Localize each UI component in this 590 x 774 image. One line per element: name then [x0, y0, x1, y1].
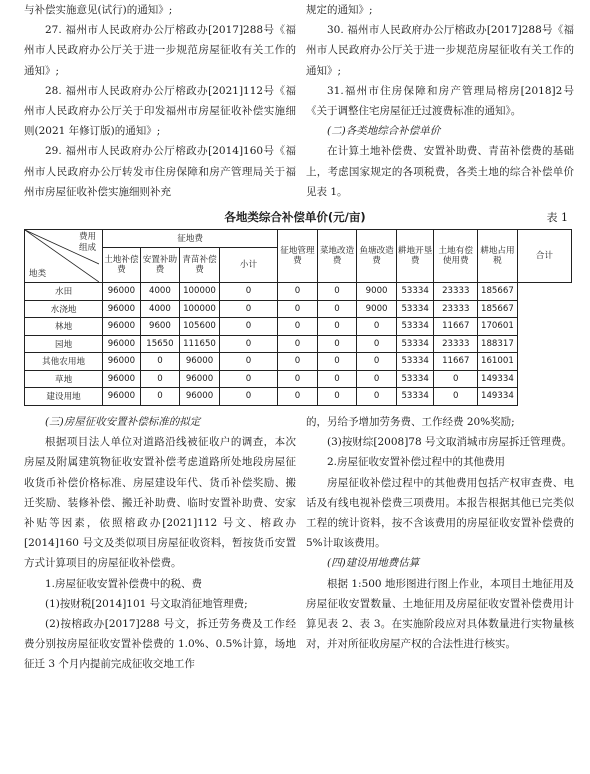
section-heading: (四)建设用地费估算: [327, 557, 420, 570]
table-cell: 4000: [140, 283, 180, 301]
col-header: 耕地开垦费: [396, 230, 434, 283]
table-cell: 170601: [478, 318, 518, 336]
table-cell: 0: [434, 370, 478, 388]
table-cell: 96000: [103, 370, 141, 388]
compensation-table: [24, 229, 572, 406]
paragraph: 的，另给予增加劳务费、工作经费 20%奖励;: [306, 416, 515, 428]
table-cell: 23333: [434, 335, 478, 353]
row-label: 水浇地: [25, 300, 103, 318]
paragraph: 在计算土地补偿费、安置补助费、青苗补偿费的基础上，考虑国家规定的各项税费，各类土地的综合补偿单价见表 1。: [306, 145, 574, 198]
row-label: 建设用地: [25, 388, 103, 406]
table-cell: 96000: [103, 318, 141, 336]
table-cell: 0: [317, 353, 357, 371]
table-cell: 4000: [140, 300, 180, 318]
section-heading: (二)各类地综合补偿单价: [327, 125, 441, 138]
table-cell: 0: [219, 388, 277, 406]
table-row: [25, 388, 572, 406]
table-cell: 0: [317, 370, 357, 388]
paragraph: (1)按财税[2014]101 号文取消征地管理费;: [45, 597, 248, 610]
table-cell: 105600: [180, 318, 220, 336]
col-header: 土地有偿使用费: [434, 230, 478, 283]
table-cell: 96000: [103, 335, 141, 353]
table-number: 表 1: [546, 211, 568, 224]
table-cell: 96000: [180, 388, 220, 406]
corner-label-landtype: 地类: [29, 269, 47, 279]
paragraph: 与补偿实施意见(试行)的通知》;: [24, 4, 173, 16]
left-column-bottom: [24, 412, 296, 675]
table-corner-header: [25, 230, 103, 283]
table-row: [25, 335, 572, 353]
table-row: [25, 300, 572, 318]
right-column-bottom: [306, 412, 574, 654]
table-cell: 0: [219, 353, 277, 371]
table-cell: 0: [317, 335, 357, 353]
table-cell: 188317: [478, 335, 518, 353]
table-cell: 185667: [478, 283, 518, 301]
table-cell: 53334: [396, 283, 434, 301]
table-cell: 149334: [478, 370, 518, 388]
paragraph: 房屋征收补偿过程中的其他费用包括产权审查费、电话及有线电视补偿费三项费用。本报告根据其他已完类似工程的统计资料，按不含该费用的房屋征收安置补偿费的 5%计取该费用。: [306, 476, 574, 550]
table-cell: 0: [219, 370, 277, 388]
table-cell: 53334: [396, 353, 434, 371]
col-header: 耕地占用税: [478, 230, 518, 283]
sub-header: 土地补偿费: [103, 248, 141, 283]
table-cell: 96000: [103, 388, 141, 406]
table-cell: 0: [317, 318, 357, 336]
table-cell: 0: [434, 388, 478, 406]
table-cell: 96000: [103, 353, 141, 371]
table-cell: 53334: [396, 318, 434, 336]
table-cell: 0: [278, 353, 318, 371]
table-cell: 0: [278, 388, 318, 406]
table-cell: 0: [140, 370, 180, 388]
table-cell: 0: [357, 335, 397, 353]
table-cell: 0: [357, 388, 397, 406]
group-header: 征地费: [103, 230, 278, 248]
table-cell: 185667: [478, 300, 518, 318]
paragraph: 1.房屋征收安置补偿费中的税、费: [45, 577, 203, 590]
table-cell: 53334: [396, 300, 434, 318]
paragraph: 根据项目法人单位对道路沿线被征收户的调查，本次房屋及附属建筑物征收安置补偿考虑道路所处地段房屋征收货币补偿价格标准、房屋建设年代、货币补偿奖励、搬迁奖励、装修补偿、搬迁补助费、临时安置补助费、安家补贴等因素，依照榕政办[2021]112 号文、榕政办[2014]160 号文及类似项目房屋征收资料，暂按货币安置方式计算项目的房屋征收补偿费。: [24, 436, 296, 570]
left-column-top: [24, 0, 296, 202]
paragraph: 30. 福州市人民政府办公厅榕政办[2017]288号《福州市人民政府办公厅关于进一步规范房屋征收有关工作的通知》;: [306, 24, 574, 77]
table-cell: 53334: [396, 335, 434, 353]
table-row: [25, 318, 572, 336]
table-cell: 53334: [396, 388, 434, 406]
paragraph: 28. 福州市人民政府办公厅榕政办[2021]112号《福州市人民政府办公厅关于印发福州市房屋征收补偿实施细则(2021 年修订版)的通知》;: [24, 84, 296, 138]
row-label: 草地: [25, 370, 103, 388]
col-header: 征地管理费: [278, 230, 318, 283]
paragraph: 29. 福州市人民政府办公厅榕政办[2014]160号《福州市人民政府办公厅转发市住房保障和房产管理局关于福州市房屋征收补偿实施细则补充: [24, 145, 296, 198]
table-cell: 0: [140, 353, 180, 371]
table-cell: 9600: [140, 318, 180, 336]
table-cell: 0: [219, 300, 277, 318]
table-cell: 23333: [434, 300, 478, 318]
table-cell: 0: [219, 283, 277, 301]
table-cell: 96000: [103, 283, 141, 301]
sub-header: 安置补助费: [140, 248, 180, 283]
table-cell: 11667: [434, 318, 478, 336]
table-cell: 0: [278, 283, 318, 301]
col-header: 合计: [517, 230, 571, 283]
table-cell: 0: [317, 283, 357, 301]
table-cell: 15650: [140, 335, 180, 353]
corner-label-fee: 费用: [78, 232, 97, 242]
table-cell: 100000: [180, 300, 220, 318]
table-title: 各地类综合补偿单价(元/亩): [224, 210, 366, 224]
row-label: 园地: [25, 335, 103, 353]
table-cell: 0: [357, 318, 397, 336]
table-cell: 161001: [478, 353, 518, 371]
right-column-top: [306, 0, 574, 202]
paragraph: 规定的通知》;: [306, 4, 373, 16]
corner-label-composition: 组成: [78, 243, 97, 253]
table-cell: 0: [278, 370, 318, 388]
table-cell: 0: [357, 370, 397, 388]
paragraph: 27. 福州市人民政府办公厅榕政办[2017]288号《福州市人民政府办公厅关于进一步规范房屋征收有关工作的通知》;: [24, 24, 296, 77]
row-label: 其他农用地: [25, 353, 103, 371]
table-cell: 111650: [180, 335, 220, 353]
sub-header: 小计: [219, 248, 277, 283]
row-label: 水田: [25, 283, 103, 301]
table-cell: 23333: [434, 283, 478, 301]
table-cell: 53334: [396, 370, 434, 388]
col-header: 菜地改造费: [317, 230, 357, 283]
table-cell: 0: [317, 300, 357, 318]
table-cell: 9000: [357, 283, 397, 301]
table-cell: 0: [357, 353, 397, 371]
table-cell: 96000: [180, 370, 220, 388]
paragraph: 根据 1:500 地形图进行图上作业，本项目土地征用及房屋征收安置数量、土地征用及房屋征收安置补偿费用计算见表 2、表 3。在实施阶段应对具体数量进行实物量核对，并对所征收房屋产权的合法性进行核实。: [306, 577, 574, 651]
table-cell: 11667: [434, 353, 478, 371]
table-cell: 0: [278, 318, 318, 336]
section-heading: (三)房屋征收安置补偿标准的拟定: [45, 416, 201, 428]
table-cell: 96000: [180, 353, 220, 371]
table-cell: 0: [278, 300, 318, 318]
table-cell: 100000: [180, 283, 220, 301]
paragraph: 31.福州市住房保障和房产管理局榕房[2018]2号《关于调整住宅房屋征迁过渡费标准的通知》。: [306, 84, 574, 118]
col-header: 鱼塘改造费: [357, 230, 397, 283]
paragraph: (2)按榕政办[2017]288 号文，拆迁劳务费及工作经费分别按房屋征收安置补偿费的 1.0%、0.5%计算，场地征迁 3 个月内提前完成征收交地工作: [24, 618, 296, 671]
paragraph: 2.房屋征收安置补偿过程中的其他费用: [327, 456, 506, 469]
row-label: 林地: [25, 318, 103, 336]
table-row: [25, 353, 572, 371]
table-cell: 0: [278, 335, 318, 353]
table-cell: 9000: [357, 300, 397, 318]
table-cell: 0: [219, 318, 277, 336]
paragraph: (3)按财综[2008]78 号文取消城市房屋拆迁管理费。: [327, 436, 572, 449]
table-cell: 149334: [478, 388, 518, 406]
table-cell: 0: [317, 388, 357, 406]
table-cell: 0: [219, 335, 277, 353]
sub-header: 青苗补偿费: [180, 248, 220, 283]
table-row: [25, 283, 572, 301]
table-row: [25, 370, 572, 388]
table-cell: 96000: [103, 300, 141, 318]
table-cell: 0: [140, 388, 180, 406]
